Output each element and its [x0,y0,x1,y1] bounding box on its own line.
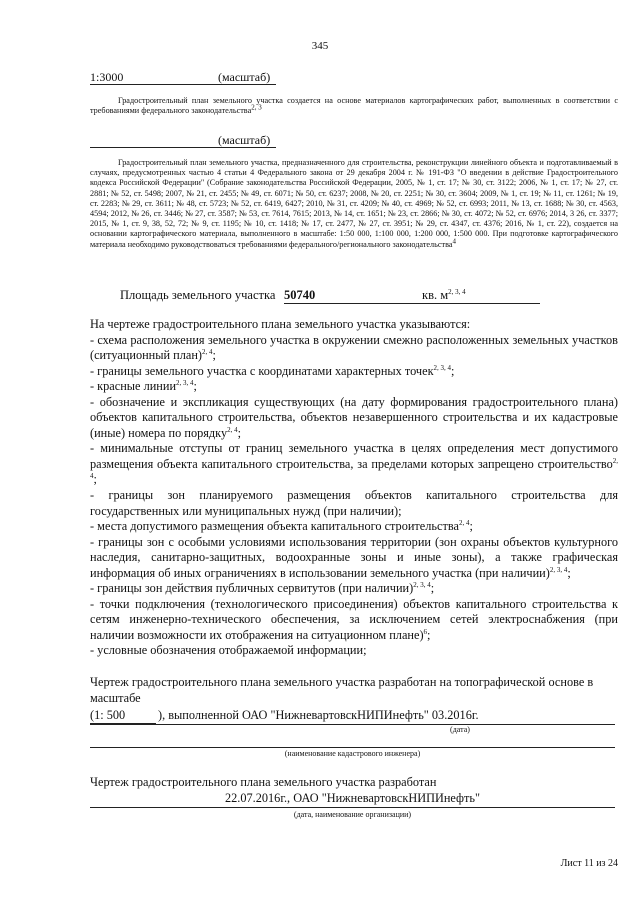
drawing-item: - минимальные отступы от границ земельного участка в целях определения мест допустимого размещения объекта капитального строительства, за пределами которых запрещено строительство$^{2, 4}$; [90,441,618,487]
scale-field-2 [90,133,276,148]
organization-caption: (дата, наименование организации) [293,810,412,819]
note-cartographic-1: Градостроительный план земельного участка создается на основе материалов картографических работ, выполненных в соответствии с требованиями федерального законодательства$^{2, 3}$ [90,96,618,116]
developed-by-value: 22.07.2016г., ОАО "НижневартовскНИПИнефть" [224,791,480,805]
topo-scale-row [90,708,615,725]
topo-organization: ), выполненной ОАО "НижневартовскНИПИнефть" 03.2016г. [158,708,479,722]
date-caption: (дата) [450,725,470,734]
topo-scale-value: (1: 500 [90,708,156,724]
drawing-item: - границы земельного участка с координатами характерных точек$^{2, 3, 4}$; [90,363,455,378]
area-label: Площадь земельного участка [120,288,276,302]
developed-by-line [90,791,615,808]
topo-basis-text: Чертеж градостроительного плана земельного участка разработан на топографической основе в масштабе [90,675,594,705]
developed-by-text: Чертеж градостроительного плана земельного участка разработан [90,775,437,789]
drawing-item: - точки подключения (технологического присоединения) объектов капитального строительства к сетям инженерно-технического обеспечения, за исключением сетей электроснабжения (при наличии возможности их отображения на ситуационном плане)$^6$; [90,596,618,642]
drawing-item: - границы зон действия публичных сервитутов (при наличии)$^{2, 3, 4}$; [90,581,435,596]
scale-value-1: 1:3000 [90,70,124,84]
drawing-item: - места допустимого размещения объекта капитального строительства$^{2, 4}$; [90,519,473,534]
drawing-item: - границы зон планируемого размещения объектов капитального строительства для государственных или муниципальных нужд (при наличии); [90,488,618,518]
drawing-requirements [90,317,618,659]
drawing-items-list [90,333,618,659]
engineer-caption: (наименование кадастрового инженера) [284,749,421,758]
drawing-intro: На чертеже градостроительного плана земельного участка указываются: [90,317,471,331]
area-unit: кв. $м^{2, 3, 4}$ [422,287,466,302]
sheet-number: Лист 11 из 24 [560,858,618,869]
area-value: 50740 [284,288,540,304]
page-number: 345 [311,40,329,52]
drawing-item: - границы зон с особыми условиями использования территории (зон охраны объектов культурного наследия, санитарно-защитных, водоохранные зоны и иные зоны), а также графическая информация об иных ограничениях в использовании земельного участка (при наличии)$^{2, 3, 4}$; [90,534,618,580]
note-cartographic-2: Градостроительный план земельного участка, предназначенного для строительства, реконструкции линейного объекта и подготавливаемый в случаях, предусмотренных частью 4 статьи 4 Федерального закона от 29 декабря 2004 г. № 191-ФЗ "О введении в действие Градостроительного кодекса Российской Федерации" (Собрание законодательства Российской Федерации, 2005, № 1, ст. 17; № 30, ст. 3122; 2006, № 1, ст. 17; № 27, ст. 2881; № 52, ст. 5498; 2007, № 21, ст. 2455; № 49, ст. 6071; № 50, ст. 6237; 2008, № 20, ст. 2251; № 30, ст. 3604; 2009, № 1, ст. 19; № 11, ст. 1261; № 19, ст. 2283; № 29, ст. 3611; № 48, ст. 5723; № 52, ст. 6419, 6427; 2010, № 31, ст. 4209; № 40, ст. 4969; № 52, ст. 6993; 2011, № 13, ст. 1688; № 30, ст. 4563, 4594; 2012, № 26, ст. 3446; № 27, ст. 3587; № 53, ст. 7614, 7615; 2013, № 14, ст. 1651; № 23, ст. 2866; № 30, ст. 4072; № 52, ст. 6976; 2014, 3 26, ст. 3377; 2015, № 1, ст. 9, 38, 52, 72; № 9, ст. 1195; № 10, ст. 1418; № 17, ст. 2477, № 27, ст. 3951; № 29, ст. 4347, ст. 4376; 2016, № 1, ст. 22), создается на основании картографического материала, выполненного в масштабе: 1:50 000, 1:100 000, 1:200 000, 1:500 000. При подготовке картографического материала необходимо руководствоваться требованиями федерального/регионального законодательства$^4$ [90,158,618,249]
area-row [120,288,500,304]
topo-basis [90,675,618,706]
scale-label-1: (масштаб) [218,70,271,84]
engineer-line [90,746,615,748]
drawing-item: - обозначение и экспликация существующих (на дату формирования градостроительного плана) объектов капитального строительства, объектов незавершенного строительства и их кадастровые (иные) номера по порядку$^{2, 4}$; [90,394,618,440]
drawing-item: - красные линии$^{2, 3, 4}$; [90,379,197,394]
drawing-item: - условные обозначения отображаемой информации; [90,643,367,658]
scale-field-1 [90,70,276,85]
drawing-item: - схема расположения земельного участка в окружении смежно расположенных земельных участков (ситуационный план)$^{2, 4}$; [90,332,618,363]
scale-label-2: (масштаб) [218,133,271,147]
